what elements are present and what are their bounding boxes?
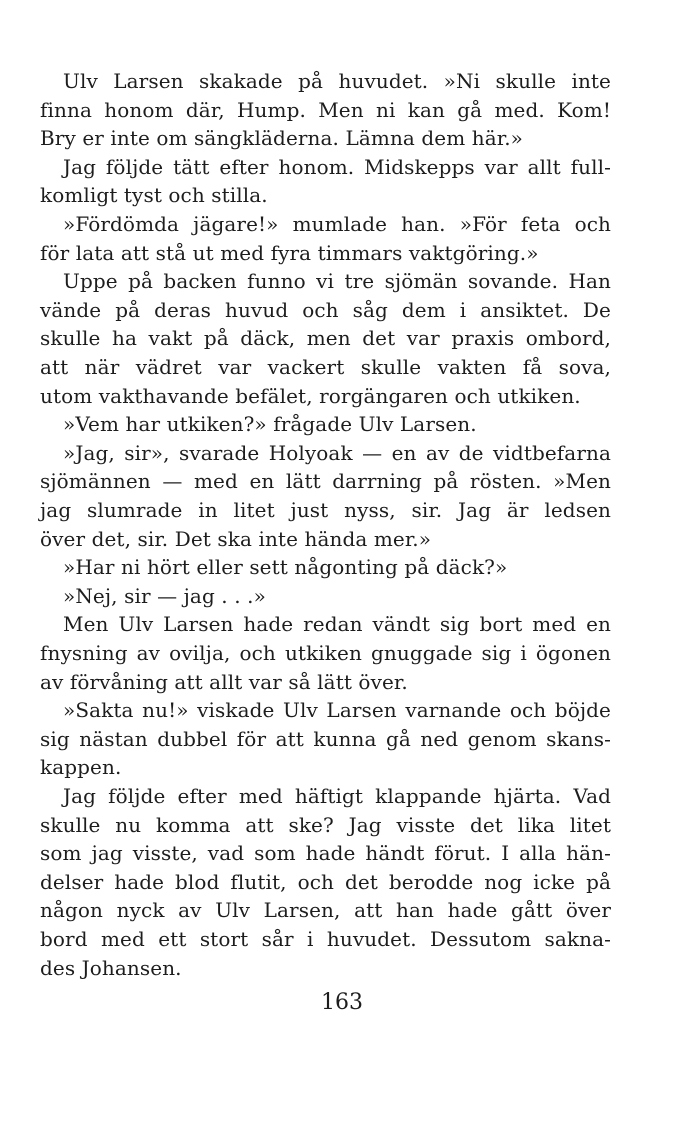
text-line: delser hade blod flutit, och det berodde nog icke på bbox=[40, 870, 611, 894]
text-line: kappen. bbox=[40, 755, 122, 779]
text-line: skulle ha vakt på däck, men det var praxis ombord, bbox=[40, 326, 611, 350]
text-line: Uppe på backen funno vi tre sjömän sovande. Han bbox=[63, 269, 611, 293]
text-line: Jag följde tätt efter honom. Midskepps var allt full- bbox=[63, 155, 611, 179]
text-line: finna honom där, Hump. Men ni kan gå med. Kom! bbox=[40, 98, 611, 122]
text-line: »Fördömda jägare!» mumlade han. »För feta och bbox=[63, 212, 611, 236]
text-line: att när vädret var vackert skulle vakten få sova, bbox=[40, 355, 611, 379]
text-line: någon nyck av Ulv Larsen, att han hade gått över bbox=[40, 898, 611, 922]
text-line: av förvåning att allt var så lätt över. bbox=[40, 670, 408, 694]
text-line: fnysning av ovilja, och utkiken gnuggade sig i ögonen bbox=[40, 641, 611, 665]
text-line: över det, sir. Det ska inte hända mer.» bbox=[40, 527, 432, 551]
text-line: »Jag, sir», svarade Holyoak — en av de vidtbefarna bbox=[63, 441, 611, 465]
text-line: »Vem har utkiken?» frågade Ulv Larsen. bbox=[63, 412, 477, 436]
text-line: sjömännen — med en lätt darrning på rösten. »Men bbox=[40, 469, 611, 493]
text-line: bord med ett stort sår i huvudet. Dessutom sakna- bbox=[40, 927, 611, 951]
text-line: Jag följde efter med häftigt klappande hjärta. Vad bbox=[63, 784, 611, 808]
text-line: »Har ni hört eller sett någonting på däck?» bbox=[63, 555, 508, 579]
text-line: Men Ulv Larsen hade redan vändt sig bort med en bbox=[63, 612, 611, 636]
page-number: 163 bbox=[321, 990, 363, 1015]
text-line: des Johansen. bbox=[40, 956, 182, 980]
text-line: jag slumrade in litet just nyss, sir. Jag är ledsen bbox=[40, 498, 611, 522]
text-line: »Sakta nu!» viskade Ulv Larsen varnande och böjde bbox=[63, 698, 611, 722]
text-line: för lata att stå ut med fyra timmars vaktgöring.» bbox=[40, 241, 539, 265]
text-line: komligt tyst och stilla. bbox=[40, 183, 268, 207]
text-line: som jag visste, vad som hade händt förut. I alla hän- bbox=[40, 841, 611, 865]
text-line: skulle nu komma att ske? Jag visste det lika litet bbox=[40, 813, 611, 837]
text-line: »Nej, sir — jag . . .» bbox=[63, 584, 266, 608]
text-line: utom vakthavande befälet, rorgängaren och utkiken. bbox=[40, 384, 581, 408]
text-line: Bry er inte om sängkläderna. Lämna dem här.» bbox=[40, 126, 524, 150]
text-line: sig nästan dubbel för att kunna gå ned genom skans- bbox=[40, 727, 611, 751]
text-line: vände på deras huvud och såg dem i ansiktet. De bbox=[40, 298, 611, 322]
text-line: Ulv Larsen skakade på huvudet. »Ni skulle inte bbox=[63, 69, 611, 93]
